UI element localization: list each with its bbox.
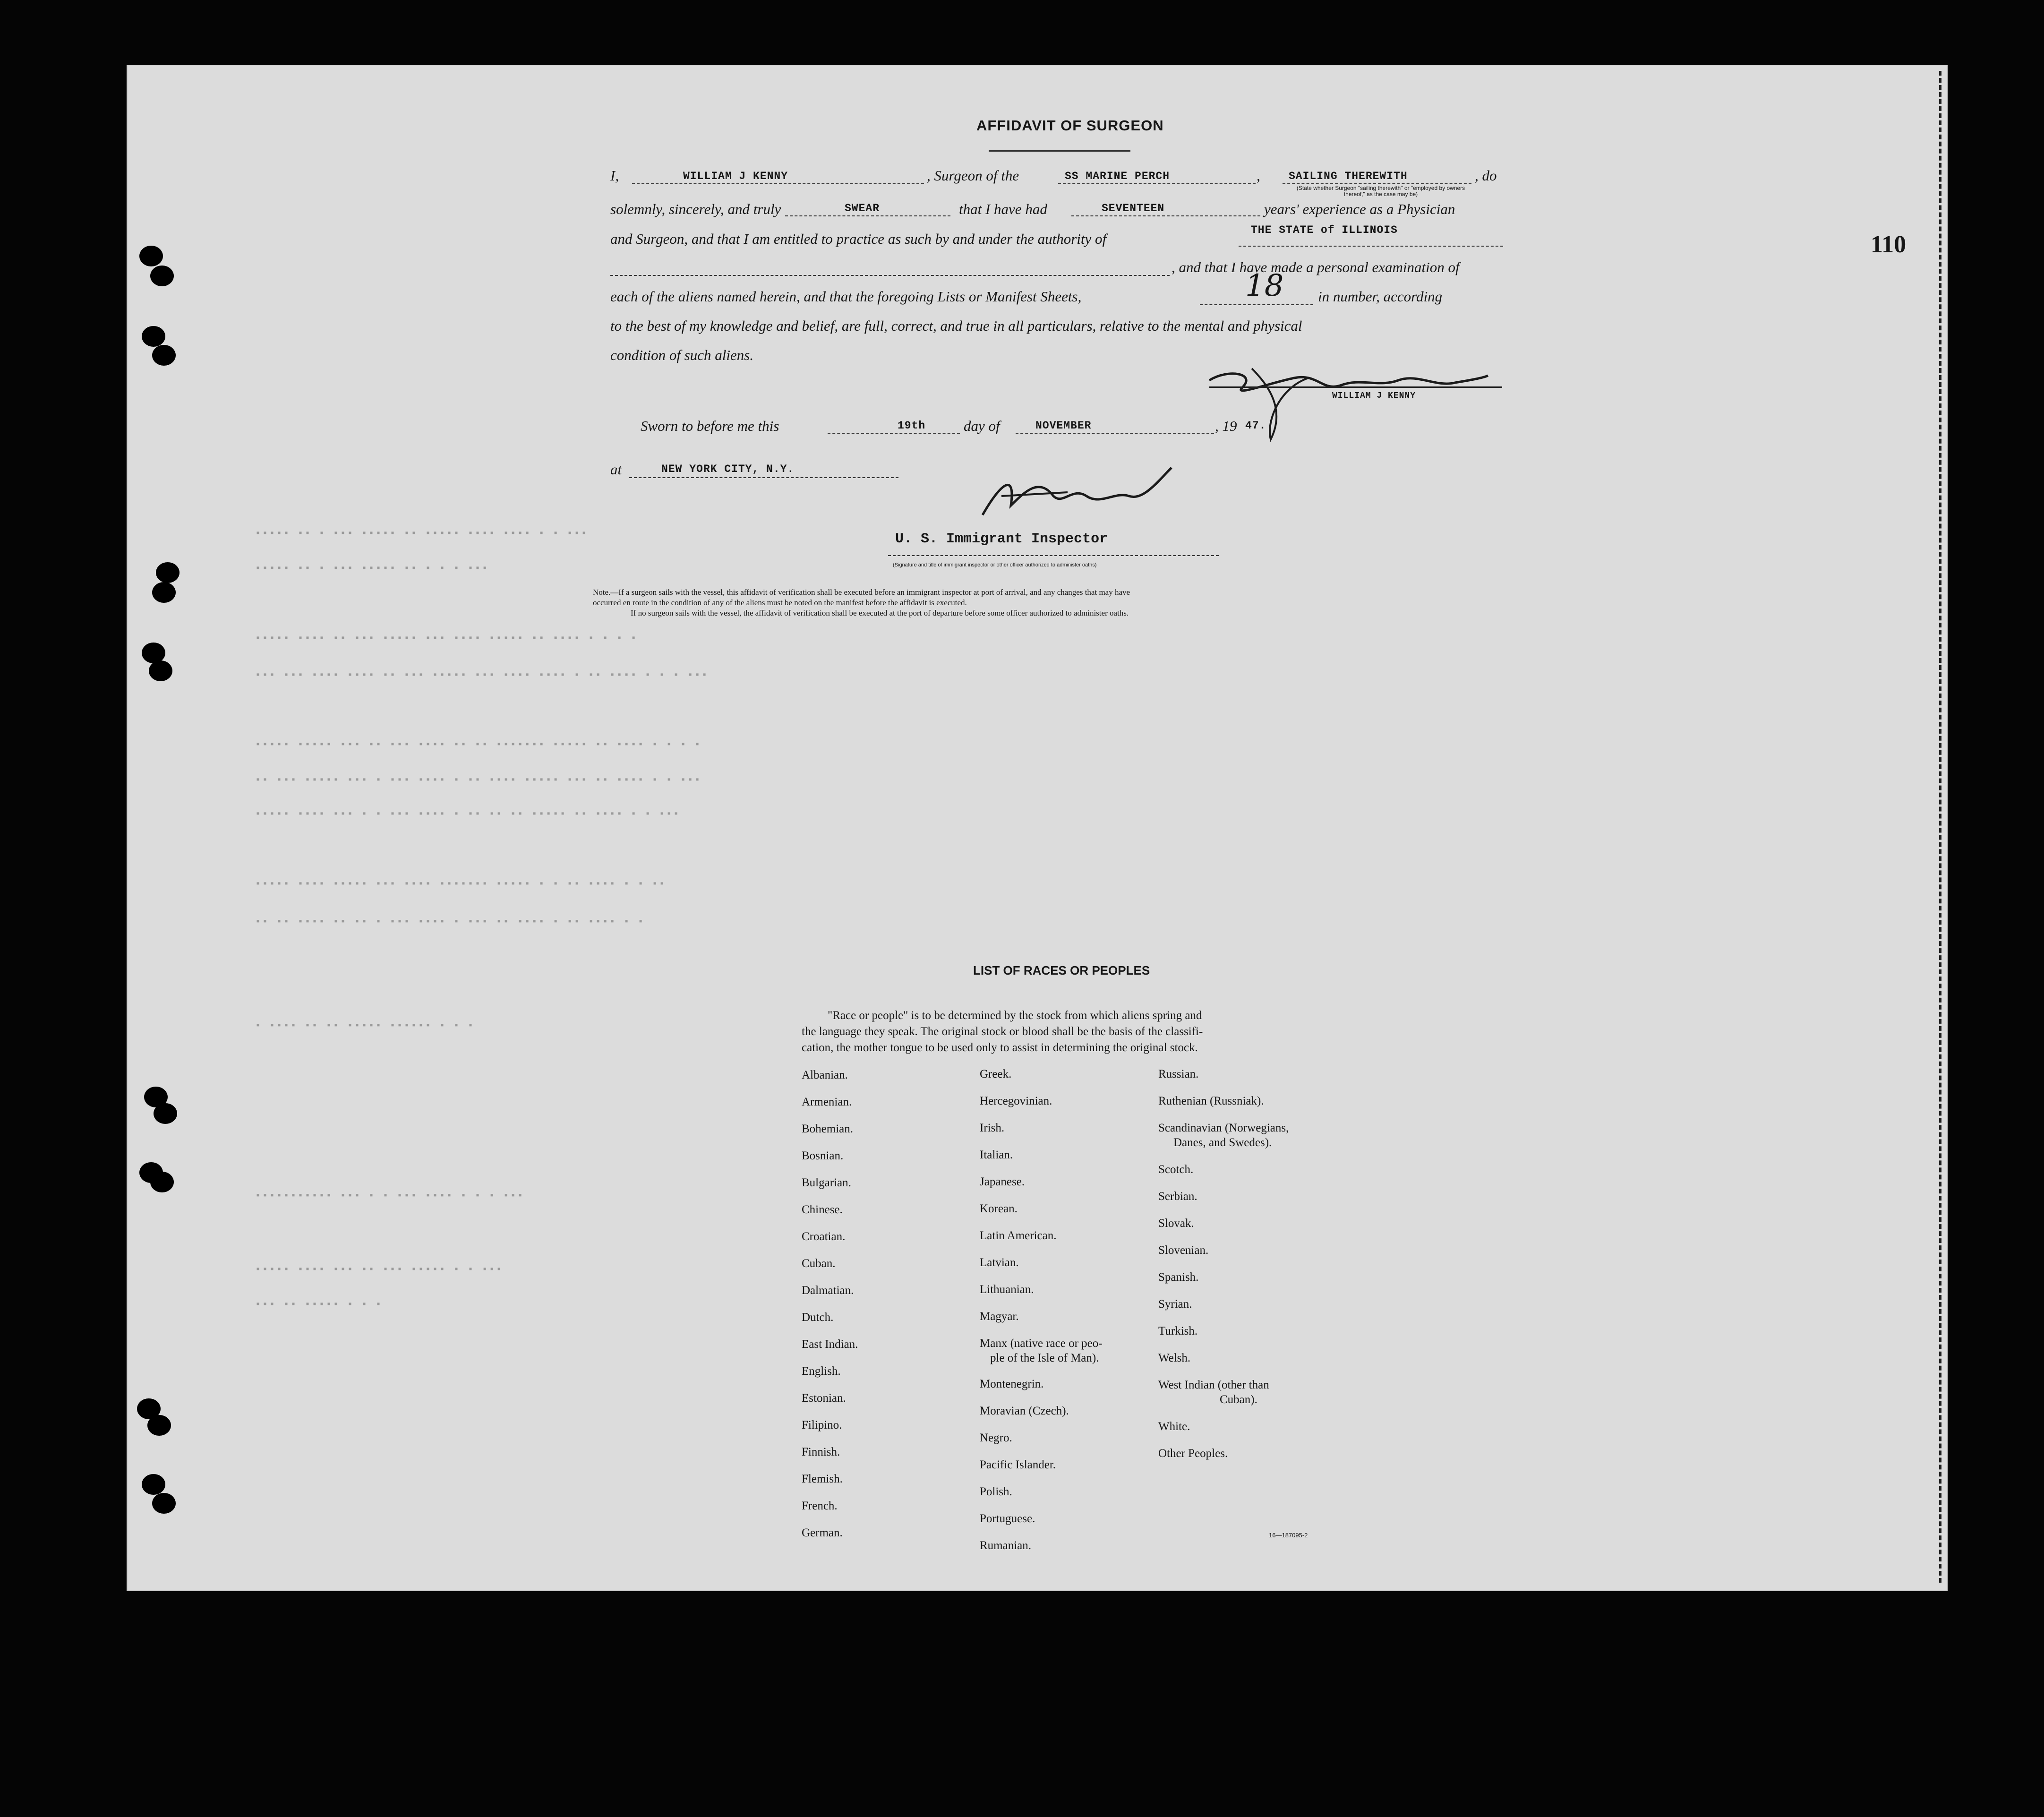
race-item: Syrian. [1158,1298,1192,1311]
race-item: Welsh. [1158,1352,1191,1364]
race-item: Turkish. [1158,1325,1198,1337]
sheet-edge-line [1939,71,1944,1583]
race-item: Latin American. [980,1229,1057,1242]
race-item: Dutch. [802,1311,834,1324]
line3-prefix: and Surgeon, and that I am entitled to practice as such by and under the authority of [610,231,1107,247]
sheet-count: 18 [1245,268,1284,303]
line2-suffix: years' experience as a Physician [1264,201,1455,217]
punch-hole [147,1415,171,1436]
race-item: Russian. [1158,1068,1199,1080]
race-item: Rumanian. [980,1539,1032,1552]
race-item: Manx (native race or peo- [980,1337,1103,1350]
line1-prefix: I, [610,167,619,184]
race-item: Cuban. [802,1257,836,1270]
race-item: Scotch. [1158,1163,1194,1176]
inspector-title: U. S. Immigrant Inspector [895,531,1108,547]
line4-text: , and that I have made a personal examination of [1172,259,1460,275]
line7: condition of such aliens. [610,347,754,363]
punch-hole [154,1103,177,1124]
race-item: Slovak. [1158,1217,1194,1230]
race-item: German. [802,1526,843,1539]
title-rule [989,150,1130,152]
races-intro3: cation, the mother tongue to be used only to assist in determining the original stock. [802,1041,1198,1054]
race-item: Finnish. [802,1446,840,1458]
race-item: ple of the Isle of Man). [990,1352,1099,1364]
sailing-status: SAILING THEREWITH [1289,170,1408,182]
race-item: White. [1158,1420,1190,1433]
line2-mid: that I have had [959,201,1047,217]
race-item: Bulgarian. [802,1176,851,1189]
swear-value: SWEAR [845,202,880,214]
note-line3: If no surgeon sails with the vessel, the affidavit of verification shall be executed at the port of departure before some officer authorized to administer oaths. [631,609,1129,617]
punch-hole [152,582,176,603]
punch-hole [139,246,163,266]
vessel-underline [1058,183,1256,184]
at-place: NEW YORK CITY, N.Y. [661,463,795,475]
at-label: at [610,461,622,478]
race-item: Croatian. [802,1230,846,1243]
authority-value: THE STATE of ILLINOIS [1251,224,1398,236]
races-title: LIST OF RACES OR PEOPLES [973,963,1150,977]
inspector-rule [888,555,1219,556]
punch-hole [142,326,165,347]
races-column-1 [802,1069,858,1553]
race-item: Filipino. [802,1419,842,1431]
sworn-day: 19th [898,420,926,432]
race-item: Magyar. [980,1310,1019,1323]
races-column-3 [1158,1068,1289,1474]
race-item: Albanian. [802,1069,848,1081]
sworn-month: NOVEMBER [1035,420,1092,432]
race-item: Greek. [980,1068,1012,1080]
signature-line [1209,386,1502,388]
race-item: Bosnian. [802,1149,844,1162]
race-item: Hercegovinian. [980,1095,1052,1107]
blank-underline [610,275,1170,276]
race-item: Flemish. [802,1473,843,1485]
punch-hole [156,562,180,583]
race-item: Estonian. [802,1392,846,1405]
month-underline [1016,433,1214,434]
years-value: SEVENTEEN [1102,202,1165,214]
note-line2: occurred en route in the condition of any of the aliens must be noted on the manifest before the affidavit is executed. [593,598,967,607]
punch-hole [150,1172,174,1192]
sworn-day-of: day of [964,418,1000,434]
race-item: Ruthenian (Russniak). [1158,1095,1264,1107]
page-number: 110 [1871,231,1907,258]
race-item: Negro. [980,1431,1012,1444]
sailing-underline [1283,183,1471,184]
years-underline [1071,215,1260,216]
races-intro1: "Race or people" is to be determined by the stock from which aliens spring and [828,1009,1202,1022]
sheets-underline [1200,304,1313,305]
line5-suffix: in number, according [1318,288,1443,305]
race-item: West Indian (other than [1158,1379,1269,1391]
race-item: English. [802,1365,841,1378]
inspector-caption: (Signature and title of immigrant inspector or other officer authorized to administer oaths) [893,562,1097,568]
race-item: Other Peoples. [1158,1447,1228,1460]
race-item: Montenegrin. [980,1378,1044,1390]
race-item: Danes, and Swedes). [1173,1136,1272,1149]
race-item: French. [802,1500,838,1512]
race-item: Spanish. [1158,1271,1199,1284]
race-item: Irish. [980,1122,1005,1134]
surgeon-name: WILLIAM J KENNY [683,170,788,182]
punch-hole [142,1474,165,1495]
race-item: Polish. [980,1485,1012,1498]
race-item: Portuguese. [980,1512,1035,1525]
line6: to the best of my knowledge and belief, are full, correct, and true in all particulars, relative to the mental and physical [610,317,1302,334]
punch-hole [150,266,174,286]
sworn-year-prefix: , 19 [1215,418,1237,434]
race-item: Japanese. [980,1175,1025,1188]
form-number: 16—187095-2 [1269,1532,1308,1539]
line5-prefix: each of the aliens named herein, and that the foregoing Lists or Manifest Sheets, [610,288,1082,305]
punch-hole [152,1493,176,1514]
race-item: Bohemian. [802,1123,854,1135]
do-text: , do [1475,167,1497,184]
authority-underline [1239,246,1503,247]
sailing-note: (State whether Surgeon "sailing therewith" or "employed by owners thereof," as the case may be) [1296,185,1465,197]
race-item: Slovenian. [1158,1244,1209,1257]
punch-hole [152,345,176,366]
races-intro2: the language they speak. The original stock or blood shall be the basis of the classifi- [802,1025,1203,1038]
place-underline [629,477,898,478]
sworn-prefix: Sworn to before me this [641,418,779,434]
race-item: Cuban). [1220,1393,1257,1406]
name-underline [632,183,924,184]
race-item: Moravian (Czech). [980,1405,1069,1417]
race-item: East Indian. [802,1338,858,1351]
line2-prefix: solemnly, sincerely, and truly [610,201,781,217]
race-item: Pacific Islander. [980,1458,1056,1471]
comma: , [1257,167,1260,184]
race-item: Scandinavian (Norwegians, [1158,1122,1289,1134]
race-item: Dalmatian. [802,1284,854,1297]
race-item: Lithuanian. [980,1283,1034,1296]
inspector-signature [973,463,1181,529]
race-item: Italian. [980,1148,1013,1161]
day-underline [828,433,960,434]
note-line1: Note.—If a surgeon sails with the vessel, this affidavit of verification shall be executed before an immigrant inspector at port of arrival, and any changes that may have [593,588,1130,597]
affidavit-title: AFFIDAVIT OF SURGEON [976,117,1164,134]
punch-hole [149,660,172,681]
swear-underline [785,215,950,216]
race-item: Latvian. [980,1256,1019,1269]
signature-typed: WILLIAM J KENNY [1332,391,1416,401]
surgeon-signature [1200,359,1493,444]
races-column-2 [980,1068,1103,1566]
race-item: Serbian. [1158,1190,1197,1203]
race-item: Chinese. [802,1203,843,1216]
race-item: Armenian. [802,1096,852,1108]
vessel-name: SS MARINE PERCH [1065,170,1170,182]
surgeon-of-text: , Surgeon of the [927,167,1019,184]
race-item: Korean. [980,1202,1018,1215]
sworn-year: 47. [1245,420,1266,432]
